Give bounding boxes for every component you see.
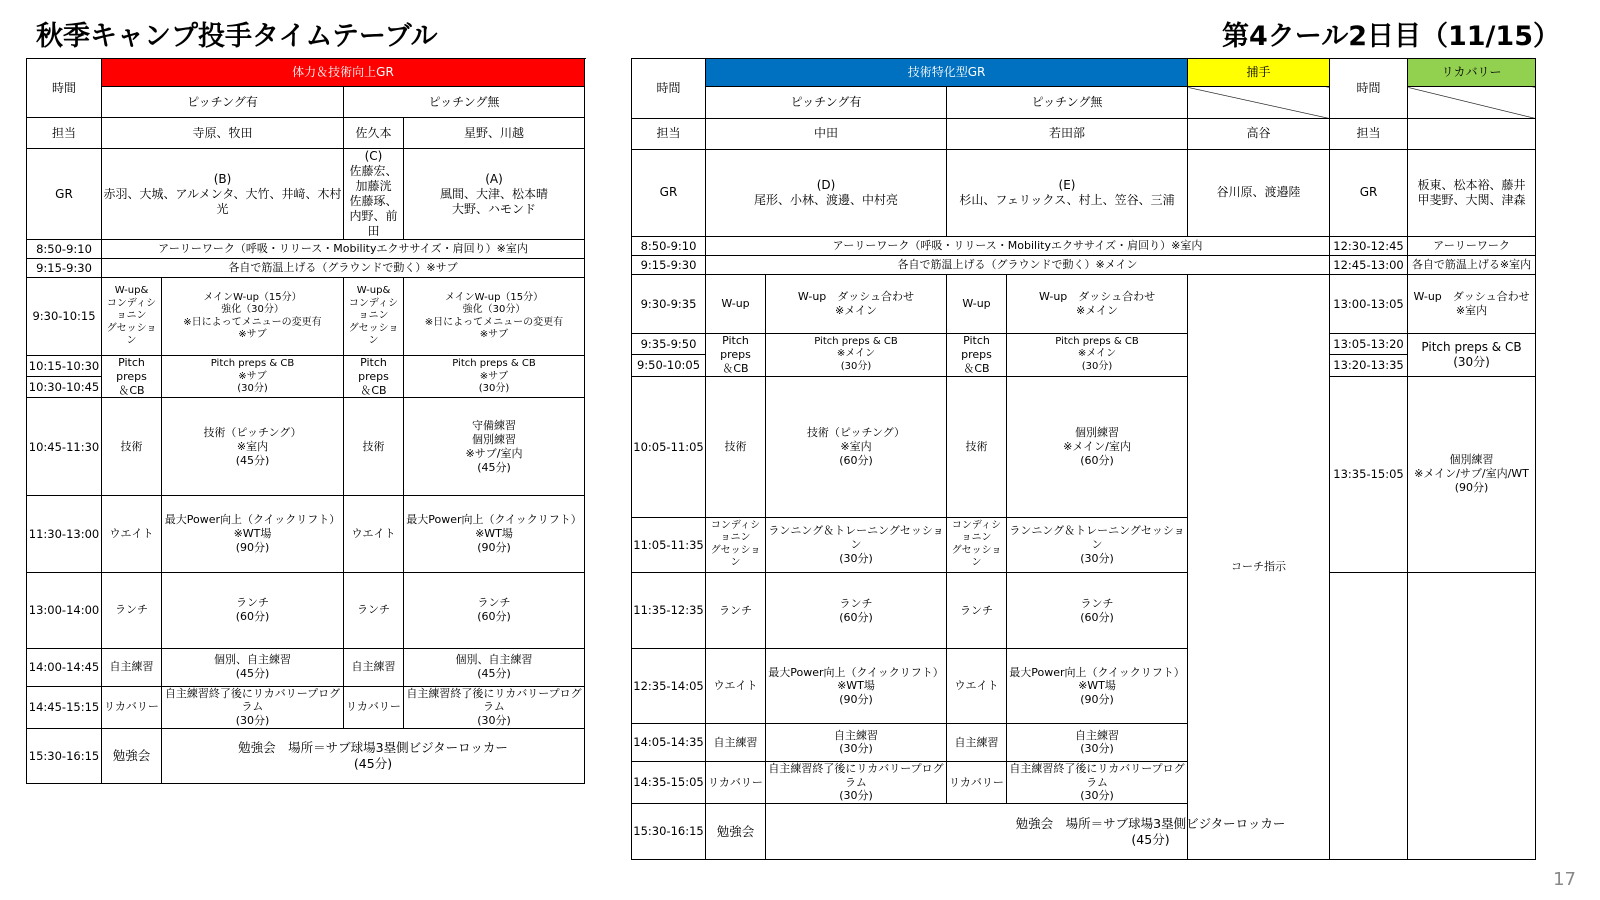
time-cell: 15:30-16:15	[27, 728, 102, 783]
activity-label: 技術	[706, 376, 766, 518]
activity-detail: Pitch preps & CB ※サブ (30分)	[162, 356, 344, 398]
activity-label: W-up	[947, 275, 1007, 334]
activity-detail: ランチ (60分)	[162, 572, 344, 648]
activity-detail: 最大Power向上（クイックリフト） ※WT場 (90分)	[162, 496, 344, 572]
activity-label: 技術	[102, 398, 162, 496]
group-d-members: (D) 尾形、小林、渡邊、中村亮	[706, 149, 947, 236]
catcher-members: 谷川原、渡邉陸	[1188, 149, 1330, 236]
activity-label: W-up& コンディショニン グセッション	[344, 278, 404, 356]
time-cell: 12:45-13:00	[1330, 256, 1408, 275]
activity-detail: 最大Power向上（クイックリフト） ※WT場 (90分)	[404, 496, 585, 572]
warm-up-cell: 各自で筋温上げる（グラウンドで動く）※メイン	[706, 256, 1330, 275]
gr-header-2: GR	[1330, 149, 1408, 236]
activity-label: W-up	[706, 275, 766, 334]
left-timetable	[26, 58, 585, 784]
diagonal-cell	[1188, 87, 1330, 118]
right-timetable	[631, 58, 1536, 860]
catcher-header: 捕手	[1188, 59, 1330, 87]
activity-label: リカバリー	[344, 686, 404, 728]
tanto-cell: 寺原、牧田	[102, 118, 344, 149]
group-header-technique: 技術特化型GR	[706, 59, 1188, 87]
activity-label: 自主練習	[102, 648, 162, 686]
pitching-no-header: ピッチング無	[947, 87, 1188, 118]
activity-detail: 守備練習 個別練習 ※サブ/室内 (45分)	[404, 398, 585, 496]
recovery-individual-cell: 個別練習 ※メイン/サブ/室内/WT (90分)	[1408, 376, 1536, 572]
group-b-members: (B) 赤羽、大城、アルメンタ、大竹、井﨑、木村光	[102, 149, 344, 240]
time-cell: 10:15-10:30	[27, 356, 102, 377]
group-a-members: (A) 風間、大津、松本晴 大野、ハモンド	[404, 149, 585, 240]
time-cell: 11:35-12:35	[632, 572, 706, 649]
activity-detail: ランチ (60分)	[1007, 572, 1188, 649]
gr-header: GR	[27, 149, 102, 240]
activity-detail: Pitch preps & CB ※サブ (30分)	[404, 356, 585, 398]
activity-detail: 最大Power向上（クイックリフト） ※WT場 (90分)	[766, 649, 947, 724]
activity-label: ランチ	[102, 572, 162, 648]
activity-detail: ランチ (60分)	[404, 572, 585, 648]
activity-label: 自主練習	[344, 648, 404, 686]
activity-detail: 個別練習 ※メイン/室内 (60分)	[1007, 376, 1188, 518]
recovery-header: リカバリー	[1408, 59, 1536, 87]
activity-label: リカバリー	[947, 761, 1007, 804]
activity-detail: 技術（ピッチング） ※室内 (45分)	[162, 398, 344, 496]
time-header: 時間	[632, 59, 706, 119]
activity-detail: 自主練習終了後にリカバリープログラム (30分)	[1007, 761, 1188, 804]
time-cell: 13:35-15:05	[1330, 376, 1408, 572]
diagonal-cell	[1408, 87, 1536, 118]
activity-detail: メインW-up（15分） 強化（30分） ※日によってメニューの変更有 ※サブ	[162, 278, 344, 356]
time-cell: 11:30-13:00	[27, 496, 102, 572]
study-session-detail: 勉強会 場所＝サブ球場3塁側ビジターロッカー (45分)	[766, 804, 1536, 860]
recovery-early-cell: アーリーワーク	[1408, 236, 1536, 255]
day-title: 第4クール2日目（11/15）	[1221, 21, 1560, 52]
tanto-cell: 星野、川越	[404, 118, 585, 149]
recovery-wup-cell: W-up ダッシュ合わせ ※室内	[1408, 275, 1536, 334]
page-number: 17	[1553, 869, 1576, 890]
time-cell: 9:50-10:05	[632, 355, 706, 376]
activity-detail: Pitch preps & CB ※メイン (30分)	[766, 333, 947, 376]
activity-detail: 個別、自主練習 (45分)	[162, 648, 344, 686]
tanto-cell-empty	[1408, 118, 1536, 149]
time-cell: 14:05-14:35	[632, 724, 706, 761]
recovery-pp-cell: Pitch preps & CB (30分)	[1408, 333, 1536, 376]
early-work-cell: アーリーワーク（呼吸・リリース・Mobilityエクササイズ・肩回り）※室内	[706, 236, 1330, 255]
time-header-2: 時間	[1330, 59, 1408, 119]
group-header-strength: 体力＆技術向上GR	[102, 59, 585, 87]
recovery-members: 板東、松本裕、藤井 甲斐野、大関、津森	[1408, 149, 1536, 236]
activity-label: 自主練習	[706, 724, 766, 761]
time-cell: 13:00-14:00	[27, 572, 102, 648]
activity-label: ウエイト	[947, 649, 1007, 724]
activity-detail: 自主練習 (30分)	[766, 724, 947, 761]
time-cell: 9:15-9:30	[27, 259, 102, 278]
time-cell: 13:05-13:20	[1330, 333, 1408, 354]
activity-label: リカバリー	[706, 761, 766, 804]
time-cell: 13:00-13:05	[1330, 275, 1408, 334]
activity-label: ウエイト	[102, 496, 162, 572]
activity-detail: 技術（ピッチング） ※室内 (60分)	[766, 376, 947, 518]
time-cell: 11:05-11:35	[632, 518, 706, 573]
tanto-header: 担当	[632, 118, 706, 149]
time-cell: 15:30-16:15	[632, 804, 706, 860]
time-header: 時間	[27, 59, 102, 118]
activity-detail: 自主練習終了後にリカバリープログラム (30分)	[404, 686, 585, 728]
activity-label: Pitch preps ＆CB	[947, 333, 1007, 376]
tanto-header-2: 担当	[1330, 118, 1408, 149]
activity-detail: 自主練習終了後にリカバリープログラム (30分)	[162, 686, 344, 728]
activity-detail: W-up ダッシュ合わせ ※メイン	[766, 275, 947, 334]
tanto-cell: 中田	[706, 118, 947, 149]
time-cell: 13:20-13:35	[1330, 355, 1408, 376]
time-cell: 14:35-15:05	[632, 761, 706, 804]
tanto-header: 担当	[27, 118, 102, 149]
time-cell: 10:30-10:45	[27, 377, 102, 398]
time-cell: 10:05-11:05	[632, 376, 706, 518]
time-cell: 9:30-9:35	[632, 275, 706, 334]
activity-label: ウエイト	[344, 496, 404, 572]
activity-label: ランチ	[344, 572, 404, 648]
time-cell: 8:50-9:10	[632, 236, 706, 255]
activity-label: リカバリー	[102, 686, 162, 728]
activity-label: 自主練習	[947, 724, 1007, 761]
activity-label: コンディショニン グセッション	[947, 518, 1007, 573]
page-title: 秋季キャンプ投手タイムテーブル	[36, 21, 438, 52]
early-work-cell: アーリーワーク（呼吸・リリース・Mobilityエクササイズ・肩回り）※室内	[102, 240, 585, 259]
activity-detail: 最大Power向上（クイックリフト） ※WT場 (90分)	[1007, 649, 1188, 724]
activity-label: 勉強会	[706, 804, 766, 860]
time-cell: 10:45-11:30	[27, 398, 102, 496]
activity-detail: 個別、自主練習 (45分)	[404, 648, 585, 686]
time-cell: 8:50-9:10	[27, 240, 102, 259]
group-e-members: (E) 杉山、フェリックス、村上、笠谷、三浦	[947, 149, 1188, 236]
activity-label: 技術	[344, 398, 404, 496]
warm-up-cell: 各自で筋温上げる（グラウンドで動く）※サブ	[102, 259, 585, 278]
activity-detail: 自主練習 (30分)	[1007, 724, 1188, 761]
pitching-no-header: ピッチング無	[344, 87, 585, 118]
activity-detail: 自主練習終了後にリカバリープログラム (30分)	[766, 761, 947, 804]
gr-header: GR	[632, 149, 706, 236]
time-cell: 9:15-9:30	[632, 256, 706, 275]
activity-label: コンディショニン グセッション	[706, 518, 766, 573]
time-cell: 14:45-15:15	[27, 686, 102, 728]
time-cell: 14:00-14:45	[27, 648, 102, 686]
activity-detail: メインW-up（15分） 強化（30分） ※日によってメニューの変更有 ※サブ	[404, 278, 585, 356]
pitching-yes-header: ピッチング有	[102, 87, 344, 118]
tanto-cell: 高谷	[1188, 118, 1330, 149]
tanto-cell: 佐久本	[344, 118, 404, 149]
time-cell: 12:35-14:05	[632, 649, 706, 724]
activity-label: Pitch preps ＆CB	[344, 356, 404, 398]
pitching-yes-header: ピッチング有	[706, 87, 947, 118]
activity-detail: ランニング＆トレーニングセッション (30分)	[1007, 518, 1188, 573]
activity-label: 技術	[947, 376, 1007, 518]
activity-label: Pitch preps ＆CB	[102, 356, 162, 398]
time-cell: 9:30-10:15	[27, 278, 102, 356]
activity-detail: W-up ダッシュ合わせ ※メイン	[1007, 275, 1188, 334]
study-session-detail: 勉強会 場所＝サブ球場3塁側ビジターロッカー (45分)	[162, 728, 585, 783]
recovery-warm-cell: 各自で筋温上げる※室内	[1408, 256, 1536, 275]
activity-label: W-up& コンディショニン グセッション	[102, 278, 162, 356]
activity-label: ランチ	[706, 572, 766, 649]
activity-detail: ランチ (60分)	[766, 572, 947, 649]
activity-label: 勉強会	[102, 728, 162, 783]
coach-instruction-cell: コーチ指示	[1188, 275, 1330, 860]
activity-detail: ランニング＆トレーニングセッション (30分)	[766, 518, 947, 573]
tanto-cell: 若田部	[947, 118, 1188, 149]
group-c-members: (C) 佐藤宏、加藤洸 佐藤琢、内野、前田	[344, 149, 404, 240]
time-cell: 12:30-12:45	[1330, 236, 1408, 255]
time-cell: 9:35-9:50	[632, 333, 706, 354]
activity-detail: Pitch preps & CB ※メイン (30分)	[1007, 333, 1188, 376]
activity-label: ウエイト	[706, 649, 766, 724]
activity-label: Pitch preps ＆CB	[706, 333, 766, 376]
activity-label: ランチ	[947, 572, 1007, 649]
